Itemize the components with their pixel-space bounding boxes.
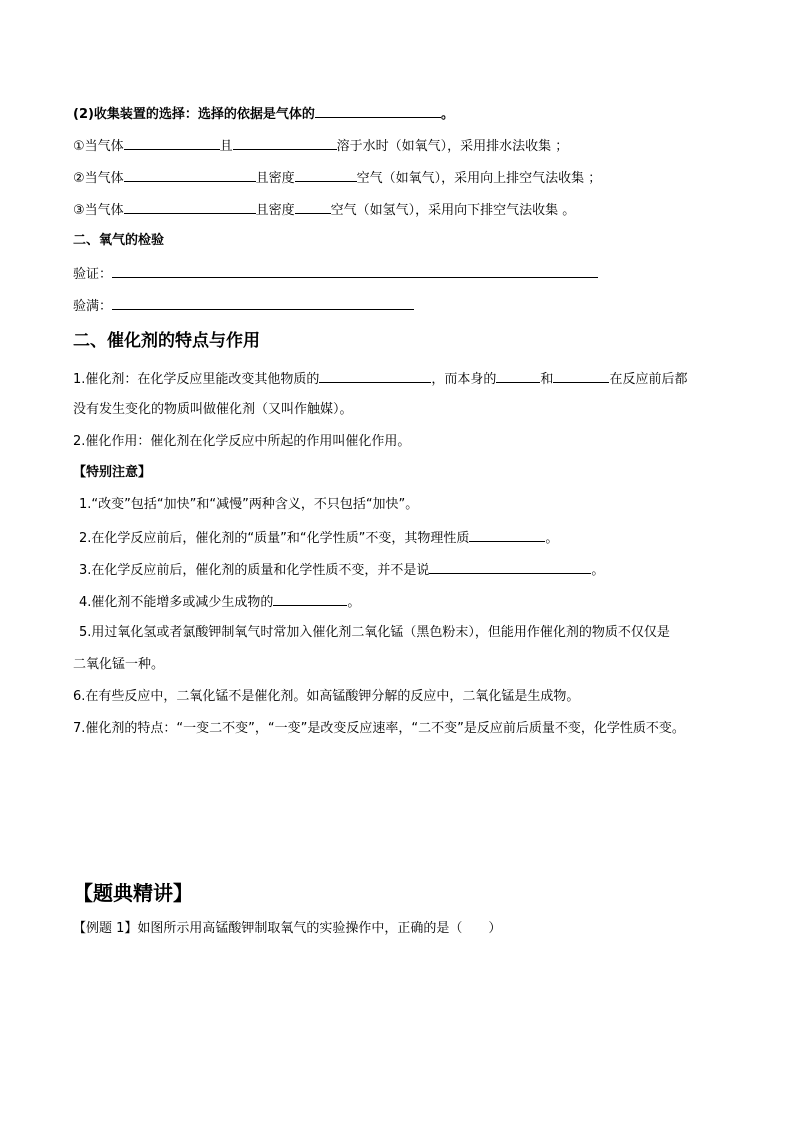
examples-heading: 【题典精讲】 xyxy=(73,881,193,905)
blank xyxy=(124,168,256,182)
catalyst-p1-cont: 没有发生变化的物质叫做催化剂（又叫作触媒）。 xyxy=(73,402,353,417)
rule-2-middle: 且密度 xyxy=(255,171,295,186)
blank xyxy=(469,528,545,542)
note-2-text: 2.在化学反应前后，催化剂的“质量”和“化学性质”不变，其物理性质 xyxy=(79,531,470,546)
blank xyxy=(429,560,591,574)
blank xyxy=(233,136,337,150)
blank xyxy=(295,200,331,214)
catalyst-p2: 2.催化作用：催化剂在化学反应中所起的作用叫催化作用。 xyxy=(73,434,411,449)
blank xyxy=(112,264,598,278)
blank xyxy=(496,369,540,383)
p1-text-c: 和 xyxy=(540,372,554,387)
note-4 xyxy=(79,592,360,612)
note-4-end: 。 xyxy=(347,595,361,610)
note-heading: 【特别注意】 xyxy=(73,465,152,480)
full-check-label: 验满： xyxy=(73,299,113,314)
full-check-row xyxy=(73,296,414,316)
note-1: 1.“改变”包括“加快”和“减慢”两种含义，不只包括“加快”。 xyxy=(79,497,419,512)
catalyst-heading: 二、催化剂的特点与作用 xyxy=(73,331,260,351)
verify-label: 验证： xyxy=(73,267,113,282)
note-3 xyxy=(79,560,604,580)
rule-1-prefix: ①当气体 xyxy=(73,139,124,154)
blank xyxy=(124,136,220,150)
p1-text-b: ，而本身的 xyxy=(431,372,497,387)
catalyst-p1 xyxy=(73,369,687,389)
note-4-text: 4.催化剂不能增多或减少生成物的 xyxy=(79,595,274,610)
blank xyxy=(273,592,347,606)
note-5: 5.用过氧化氢或者氯酸钾制氧气时常加入催化剂二氧化锰（黑色粉末），但能用作催化剂的物质不仅仅是 xyxy=(79,625,670,640)
blank xyxy=(319,369,431,383)
blank xyxy=(124,200,256,214)
rule-3-suffix: 空气（如氢气），采用向下排空气法收集 。 xyxy=(330,203,576,218)
collection-title xyxy=(73,104,454,124)
collection-rule-2 xyxy=(73,168,601,188)
rule-1-middle: 且 xyxy=(219,139,233,154)
note-6: 6.在有些反应中，二氧化锰不是催化剂。如高锰酸钾分解的反应中，二氧化锰是生成物。 xyxy=(73,689,580,704)
blank xyxy=(112,296,414,310)
note-7: 7.催化剂的特点：“一变二不变”，“一变”是改变反应速率，“二不变”是反应前后质量不变，化学性质不变。 xyxy=(73,721,685,736)
p1-text-d: 在反应前后都 xyxy=(609,372,688,387)
note-2-end: 。 xyxy=(545,531,559,546)
collection-title-end: 。 xyxy=(440,107,454,122)
collection-title-text: (2)收集装置的选择：选择的依据是气体的 xyxy=(73,107,315,122)
blank xyxy=(295,168,357,182)
rule-3-prefix: ③当气体 xyxy=(73,203,124,218)
note-3-end: 。 xyxy=(591,563,605,578)
blank xyxy=(315,104,441,118)
note-5-cont: 二氧化锰一种。 xyxy=(73,657,165,672)
collection-rule-3 xyxy=(73,200,575,220)
test-heading: 二、氧气的检验 xyxy=(73,233,165,248)
verify-row xyxy=(73,264,598,284)
rule-3-middle: 且密度 xyxy=(255,203,295,218)
rule-2-prefix: ②当气体 xyxy=(73,171,124,186)
note-2 xyxy=(79,528,558,548)
rule-2-suffix: 空气（如氧气），采用向上排空气法收集 ； xyxy=(356,171,602,186)
blank xyxy=(553,369,609,383)
collection-rule-1 xyxy=(73,136,568,156)
note-3-text: 3.在化学反应前后，催化剂的质量和化学性质不变，并不是说 xyxy=(79,563,430,578)
p1-text-a: 1.催化剂：在化学反应里能改变其他物质的 xyxy=(73,372,320,387)
example-1: 【例题 1】如图所示用高锰酸钾制取氧气的实验操作中，正确的是（ ） xyxy=(73,921,502,936)
rule-1-suffix: 溶于水时（如氧气），采用排水法收集 ； xyxy=(336,139,569,154)
